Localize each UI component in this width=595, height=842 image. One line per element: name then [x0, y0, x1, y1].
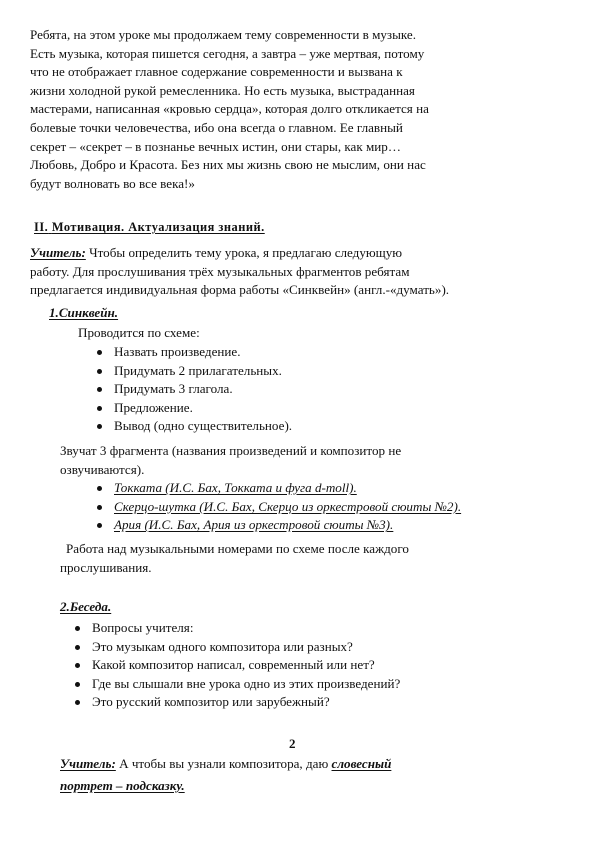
- teacher-intro-line: предлагается индивидуальная форма работы «Синквейн» (англ.-«думать»).: [30, 282, 450, 298]
- fragments-intro: [60, 442, 530, 479]
- intro-line: Есть музыка, которая пишется сегодня, а завтра – уже мертвая, потому: [30, 45, 425, 61]
- intro-line: Ребята, на этом уроке мы продолжаем тему современности в музыке.: [30, 27, 416, 42]
- fragment-title: Скерцо-шутка (И.С. Бах, Скерцо из оркестровой сюиты №2).: [114, 498, 462, 514]
- teacher-outro-emphasis: словесный: [331, 756, 392, 771]
- beseda-heading: 2.Беседа.: [60, 599, 112, 614]
- fragment-title: Токката (И.С. Бах, Токката и фуга d-moll).: [114, 480, 357, 495]
- list-item: [92, 516, 461, 535]
- list-item: [70, 619, 400, 638]
- bullet-icon: [97, 350, 102, 355]
- list-item: [92, 498, 461, 517]
- fragment-title: Ария (И.С. Бах, Ария из оркестровой сюиты №3).: [114, 517, 394, 533]
- list-item: [70, 638, 400, 657]
- bullet-icon: [75, 663, 80, 668]
- bullet-icon: [97, 406, 102, 411]
- fragments-intro-line: озвучиваются).: [60, 461, 145, 477]
- teacher-outro-paragraph: [60, 753, 530, 797]
- section-heading: [30, 218, 265, 237]
- question-text: Вопросы учителя:: [92, 620, 194, 635]
- list-item: [92, 479, 461, 498]
- intro-line: будут волновать во все века!»: [30, 175, 195, 191]
- page-number: 2: [289, 736, 296, 751]
- bullet-icon: [97, 486, 102, 491]
- teacher-intro-paragraph: [30, 244, 565, 300]
- list-item: [70, 675, 400, 694]
- teacher-outro-text: А чтобы вы узнали композитора, даю: [115, 756, 332, 771]
- teacher-label: Учитель:: [30, 245, 86, 260]
- bullet-icon: [75, 682, 80, 687]
- list-item: [92, 380, 292, 399]
- list-item: [70, 693, 400, 712]
- bullet-icon: [75, 626, 80, 631]
- teacher-intro-text: Чтобы определить тему урока, я предлагаю следующую: [85, 245, 403, 260]
- intro-line: что не отображает главное содержание современности и вызвана к: [30, 64, 403, 80]
- list-item-text: Предложение.: [114, 399, 193, 415]
- bullet-icon: [97, 505, 102, 510]
- bullet-icon: [97, 369, 102, 374]
- list-item: [92, 417, 292, 436]
- bullet-icon: [75, 645, 80, 650]
- questions-list: [70, 619, 400, 712]
- list-item: [92, 399, 292, 418]
- section-title: Мотивация. Актуализация знаний.: [51, 220, 265, 234]
- intro-line: жизни холодной рукой ремесленника. Но есть музыка, выстраданная: [30, 82, 415, 98]
- list-item: [92, 343, 292, 362]
- scheme-steps-list: [92, 343, 292, 436]
- question-text: Это музыкам одного композитора или разных?: [92, 638, 353, 654]
- question-text: Где вы слышали вне урока одно из этих произведений?: [92, 675, 401, 691]
- intro-line: мастерами, написанная «кровью сердца», которая долго откликается на: [30, 101, 429, 117]
- work-line: Работа над музыкальными номерами по схеме после каждого: [66, 541, 409, 556]
- bullet-icon: [97, 387, 102, 392]
- list-item-text: Назвать произведение.: [114, 344, 241, 359]
- list-item: [92, 362, 292, 381]
- question-text: Какой композитор написал, современный или нет?: [92, 657, 375, 673]
- teacher-intro-line: работу. Для прослушивания трёх музыкальных фрагментов ребятам: [30, 263, 410, 279]
- fragments-intro-line: Звучат 3 фрагмента (названия произведений и композитор не: [60, 443, 402, 458]
- list-item-text: Придумать 3 глагола.: [114, 381, 233, 397]
- intro-line: болевые точки человечества, ибо она всегда о главном. Ее главный: [30, 119, 403, 135]
- list-item: [70, 656, 400, 675]
- teacher-outro-emphasis: портрет – подсказку.: [60, 778, 185, 793]
- list-item-text: Придумать 2 прилагательных.: [114, 362, 282, 378]
- section-number: II.: [34, 220, 49, 234]
- teacher-outro-line: [60, 775, 530, 797]
- intro-line: секрет – «секрет – в познанье вечных истин, они стары, как мир…: [30, 138, 401, 154]
- teacher-outro-line: [60, 753, 530, 775]
- teacher-intro-line: [30, 244, 565, 263]
- sinkvein-heading: 1.Синквейн.: [49, 305, 119, 320]
- work-paragraph: [60, 540, 530, 577]
- intro-paragraph: [30, 26, 565, 193]
- bullet-icon: [97, 523, 102, 528]
- scheme-intro: Проводится по схеме:: [78, 325, 200, 340]
- bullet-icon: [97, 424, 102, 429]
- question-text: Это русский композитор или зарубежный?: [92, 694, 330, 710]
- teacher-label: Учитель:: [60, 756, 116, 771]
- intro-line: Любовь, Добро и Красота. Без них мы жизнь свою не мыслим, они нас: [30, 157, 426, 173]
- fragments-list: [92, 479, 461, 535]
- bullet-icon: [75, 700, 80, 705]
- work-line: прослушивания.: [60, 559, 152, 575]
- list-item-text: Вывод (одно существительное).: [114, 418, 293, 434]
